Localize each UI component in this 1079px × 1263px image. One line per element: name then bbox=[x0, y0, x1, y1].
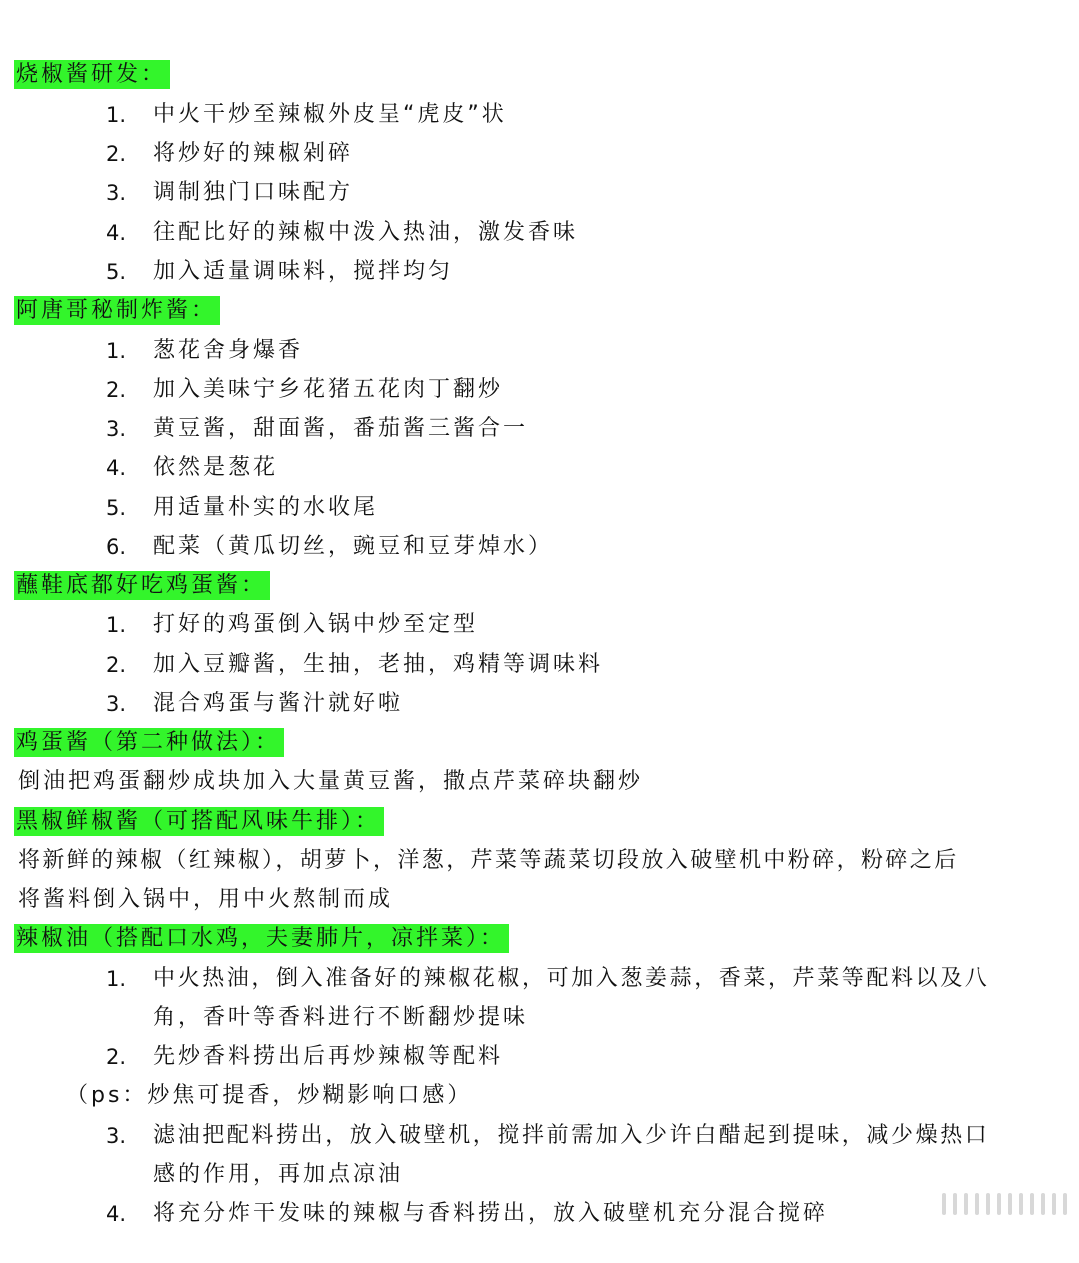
list-number: 4. bbox=[106, 456, 127, 480]
list-number: 3. bbox=[106, 417, 127, 441]
heading-highlight: 鸡蛋酱（第二种做法）： bbox=[14, 728, 284, 757]
list-number: 3. bbox=[106, 1124, 127, 1148]
section-heading-jidanjiang bbox=[14, 571, 270, 601]
list-item: 打好的鸡蛋倒入锅中炒至定型 bbox=[153, 612, 479, 637]
list-item: 混合鸡蛋与酱汁就好啦 bbox=[153, 691, 404, 716]
list-item: 将炒好的辣椒剁碎 bbox=[153, 141, 354, 166]
list-number: 5. bbox=[106, 496, 127, 520]
heading-highlight: 黑椒鲜椒酱（可搭配风味牛排）： bbox=[14, 807, 384, 836]
list-item: 先炒香料捞出后再炒辣椒等配料 bbox=[153, 1044, 504, 1069]
list-item-continuation: 角，香叶等香料进行不断翻炒提味 bbox=[153, 1005, 529, 1030]
section-heading-heijiao bbox=[14, 807, 384, 837]
ps-note: （ps：炒焦可提香，炒糊影响口感） bbox=[66, 1083, 473, 1108]
watermark-bars-icon bbox=[942, 1193, 1067, 1215]
list-item: 加入适量调味料，搅拌均匀 bbox=[153, 259, 454, 284]
list-item: 加入豆瓣酱，生抽，老抽，鸡精等调味料 bbox=[153, 652, 604, 677]
heading-highlight: 辣椒油（搭配口水鸡，夫妻肺片，凉拌菜）： bbox=[14, 924, 509, 953]
list-item: 用适量朴实的水收尾 bbox=[153, 495, 379, 520]
list-number: 2. bbox=[106, 1045, 127, 1069]
list-number: 4. bbox=[106, 1202, 127, 1226]
list-number: 2. bbox=[106, 653, 127, 677]
list-item: 往配比好的辣椒中泼入热油，激发香味 bbox=[153, 220, 579, 245]
section-heading-lajiaoyou bbox=[14, 924, 509, 954]
list-item: 加入美味宁乡花猪五花肉丁翻炒 bbox=[153, 377, 504, 402]
list-item: 滤油把配料捞出，放入破壁机，搅拌前需加入少许白醋起到提味，减少燥热口 bbox=[153, 1123, 990, 1148]
list-item-continuation: 感的作用，再加点凉油 bbox=[153, 1162, 404, 1187]
list-number: 2. bbox=[106, 378, 127, 402]
list-item: 中火干炒至辣椒外皮呈“虎皮”状 bbox=[153, 102, 507, 127]
section-heading-jidanjiang-2 bbox=[14, 728, 284, 758]
section-heading-zhajiang bbox=[14, 296, 220, 326]
list-number: 6. bbox=[106, 535, 127, 559]
list-item: 调制独门口味配方 bbox=[153, 180, 354, 205]
heading-highlight: 蘸鞋底都好吃鸡蛋酱： bbox=[14, 571, 270, 600]
heading-highlight: 阿唐哥秘制炸酱： bbox=[14, 296, 220, 325]
list-number: 1. bbox=[106, 613, 127, 637]
paragraph: 倒油把鸡蛋翻炒成块加入大量黄豆酱，撒点芹菜碎块翻炒 bbox=[18, 769, 644, 794]
list-item: 中火热油，倒入准备好的辣椒花椒，可加入葱姜蒜，香菜，芹菜等配料以及八 bbox=[153, 966, 990, 991]
list-number: 1. bbox=[106, 103, 127, 127]
paragraph: 将酱料倒入锅中，用中火熬制而成 bbox=[18, 887, 394, 912]
list-number: 1. bbox=[106, 967, 127, 991]
paragraph: 将新鲜的辣椒（红辣椒），胡萝卜，洋葱，芹菜等蔬菜切段放入破壁机中粉碎，粉碎之后 bbox=[18, 848, 959, 873]
list-item: 葱花舍身爆香 bbox=[153, 338, 304, 363]
list-item: 依然是葱花 bbox=[153, 455, 279, 480]
list-number: 5. bbox=[106, 260, 127, 284]
list-number: 3. bbox=[106, 181, 127, 205]
heading-highlight: 烧椒酱研发： bbox=[14, 60, 170, 89]
section-heading-shaojiao bbox=[14, 60, 170, 90]
list-item: 配菜（黄瓜切丝，豌豆和豆芽焯水） bbox=[153, 534, 554, 559]
list-item: 将充分炸干发味的辣椒与香料捞出，放入破壁机充分混合搅碎 bbox=[153, 1201, 829, 1226]
list-number: 4. bbox=[106, 221, 127, 245]
list-number: 2. bbox=[106, 142, 127, 166]
list-number: 1. bbox=[106, 339, 127, 363]
list-number: 3. bbox=[106, 692, 127, 716]
list-item: 黄豆酱，甜面酱，番茄酱三酱合一 bbox=[153, 416, 529, 441]
